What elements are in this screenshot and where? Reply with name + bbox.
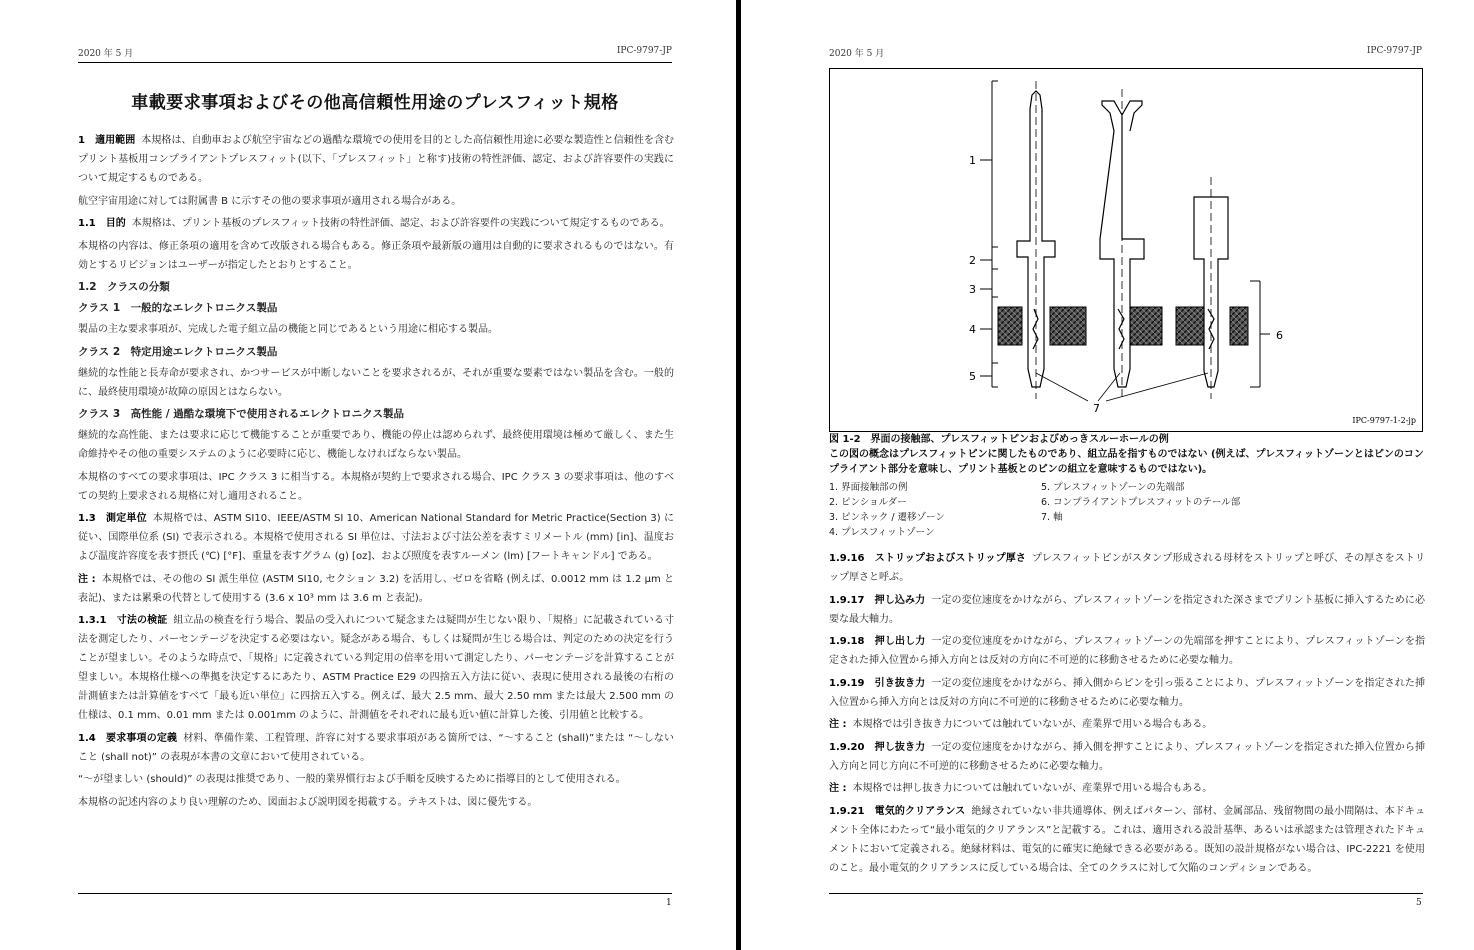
paragraph	[829, 779, 1425, 798]
callout-2: 2	[969, 254, 976, 267]
document-page-right	[741, 0, 1474, 950]
callout-1: 1	[969, 154, 976, 167]
paragraph-text: 一定の変位速度をかけながら、プレスフィットゾーンを指定された深さまでプリント基板に挿入するために必要な最大軸力。	[829, 594, 1425, 625]
paragraph-text: 航空宇宙用途に対しては附属書 B に示すその他の要求事項が適用される場合がある。	[78, 195, 462, 207]
paragraph	[78, 426, 674, 464]
legend-item: 4. プレスフィットゾーン	[829, 527, 935, 538]
document-title: 車載要求事項およびその他高信頼性用途のプレスフィット規格	[131, 93, 619, 113]
legend-column-right	[1041, 480, 1240, 525]
paragraph-text: 本規格の内容は、修正条項の適用を含めて改版される場合もある。修正条項や最新版の適用は自動的に要求されるものではない。有効とするリビジョンはユーザーが指定したとおりとすること。	[78, 240, 674, 271]
legend-item: 3. ピンネック / 遷移ゾーン	[829, 512, 945, 523]
page-number: 1	[666, 898, 672, 908]
callout-3: 3	[969, 283, 976, 296]
paragraph	[829, 632, 1425, 670]
figure-id: IPC-9797-1-2-jp	[1352, 416, 1416, 425]
paragraph	[829, 738, 1425, 776]
paragraph-text: プレスフィットピンがスタンプ形成される母材をストリップと呼び、その厚さをストリップ厚さと呼ぶ。	[829, 553, 1425, 583]
paragraph-text: 継続的な高性能、または要求に応じて機能することが重要であり、機能の停止は認められず、最終使用環境は極めて厳しく、また生命維持やその他の重要システムのように必要時に応じ、機能しなければならない製品。	[78, 430, 674, 460]
paragraph	[829, 802, 1425, 878]
paragraph	[78, 192, 674, 211]
header-rule	[78, 62, 672, 63]
paragraph	[78, 214, 674, 233]
clause-heading: 1.3 測定単位	[78, 513, 147, 524]
paragraph	[829, 674, 1425, 712]
paragraph	[78, 770, 674, 789]
header-document-code: IPC-9797-JP	[616, 46, 672, 56]
paragraph	[78, 468, 674, 506]
paragraph-text: 本規格の記述内容のより良い理解のため、図面および説明図を掲載する。テキストは、図に優先する。	[78, 796, 538, 808]
paragraph	[78, 611, 674, 725]
paragraph	[78, 320, 674, 339]
clause-heading: 注 :	[829, 783, 847, 794]
clause-heading: 注 :	[78, 573, 96, 585]
section-heading	[78, 405, 674, 424]
header-date: 2020 年 5 月	[78, 49, 134, 59]
paragraph-text: 材料、準備作業、工程管理、許容に対する要求事項がある箇所では、“～すること (shall)”または “～しないこと (shall not)” の表現が本書の文章において使用されている。	[78, 732, 674, 763]
section-heading	[78, 278, 674, 297]
paragraph	[78, 570, 674, 608]
paragraph-text: クラス 2 特定用途エレクトロニクス製品	[78, 345, 278, 358]
clause-heading: 1 適用範囲	[78, 135, 136, 146]
paragraph	[78, 131, 674, 188]
figure-caption-note: この図の概念はプレスフィットピンに関したものであり、組立品を指すものではない (例えば、プレスフィットゾーンとはピンのコンプライアント部分を意味し、プリント基板とのピンの組立を意味するものではない)。	[829, 449, 1424, 475]
paragraph	[829, 715, 1425, 734]
paragraph-text: 一定の変位速度をかけながら、プレスフィットゾーンの先端部を押すことにより、プレスフィットゾーンを指定された挿入位置から挿入方向とは反対の方向に不可逆的に移動させるために必要な軸力。	[829, 636, 1425, 666]
clause-heading: 1.9.16 ストリップおよびストリップ厚さ	[829, 553, 1026, 564]
figure-caption-title: 図 1-2 界面の接触部、プレスフィットピンおよびめっきスルーホールの例	[829, 434, 1169, 445]
left-page-body	[78, 131, 674, 815]
clause-heading: 1.3.1 寸法の検証	[78, 615, 168, 626]
right-page-body	[829, 549, 1425, 881]
paragraph-text: 組立品の検査を行う場合、製品の受入れについて疑念または疑問が生じない限り、「規格」に記載されている寸法を測定したり、パーセンテージを決定する必要はない。疑念がある場合、もしくは疑問が生じる場合は、判定のための決定を行うことが望ましい。そのような時点で、「規格」に定義されている判定用の倍率を用いて測定したり、パーセンテージを計算することが望ましい。本規格仕様への準拠を決定するにあたり、ASTM Practice E29 の四捨五入方法に従い、表現に使用される最後の右桁の計測値または計算値をすべて「最も近い単位」に四捨五入する。例えば、最大 2.5 mm、最大 2.50 mm または最大 2.500 mm の仕様は、0.1 mm、0.01 mm または 0.001mm のように、計測値をそれぞれに最も近い値に計算した後、引用値と比較する。	[78, 615, 674, 721]
callout-7: 7	[1093, 402, 1100, 415]
figure-caption	[829, 432, 1425, 477]
callout-4: 4	[969, 323, 976, 336]
callout-5: 5	[969, 370, 976, 383]
paragraph	[829, 549, 1425, 587]
paragraph	[829, 591, 1425, 629]
paragraph-text: 継続的な性能と長寿命が要求され、かつサービスが中断しないことを要求されるが、それが重要な要素ではない製品を含む。一般的に、最終使用環境が故障の原因とはならない。	[78, 367, 674, 398]
paragraph-text: クラス 3 高性能 / 過酷な環境下で使用されるエレクトロニクス製品	[78, 408, 404, 420]
paragraph-text: “～が望ましい (should)” の表現は推奨であり、一般的業界慣行および手順を反映するために指導目的として使用される。	[78, 774, 626, 785]
clause-heading: 注 :	[829, 719, 847, 730]
page-number: 5	[1416, 898, 1422, 908]
paragraph	[78, 509, 674, 566]
header-date: 2020 年 5 月	[829, 49, 885, 59]
paragraph	[78, 729, 674, 767]
paragraph-text: 本規格では押し抜き力については触れていないが、産業界で用いる場合もある。	[852, 783, 1213, 794]
clause-heading: 1.9.19 引き抜き力	[829, 677, 926, 689]
paragraph	[78, 364, 674, 402]
clause-heading: 1.1 目的	[78, 218, 126, 229]
paragraph-text: 一定の変位速度をかけながら、挿入側からピンを引っ張ることにより、プレスフィットゾーンを指定された挿入位置から挿入方向とは反対の方向に不可逆的に移動させるために必要な軸力。	[829, 677, 1425, 708]
legend-item: 2. ピンショルダー	[829, 497, 907, 508]
paragraph-text: 製品の主な要求事項が、完成した電子組立品の機能と同じであるという用途に相応する製品。	[78, 324, 498, 335]
footer-rule	[78, 893, 672, 894]
callout-6: 6	[1276, 329, 1283, 342]
paragraph-text: クラス 1 一般的なエレクトロニクス製品	[78, 302, 278, 314]
footer-rule	[829, 893, 1423, 894]
header-document-code: IPC-9797-JP	[1366, 46, 1422, 56]
dimension-bracket-right	[1250, 281, 1270, 387]
paragraph-text: 本規格のすべての要求事項は、IPC クラス 3 に相当する。本規格が契約上で要求される場合、IPC クラス 3 の要求事項は、他のすべての契約上要求される規格に対し適用されること。	[78, 471, 674, 502]
clause-heading: 1.9.18 押し出し力	[829, 636, 926, 647]
legend-item: 7. 軸	[1041, 512, 1063, 523]
paragraph-text: 絶縁されていない非共通導体、例えばパターン、部材、金属部品、残留物間の最小間隔は、本ドキュメント全体にわたって“最小電気的クリアランス”と記載する。これは、適用される設計基準、あるいは承認または管理されたドキュメントにおいて定義される。絶縁材料は、電気的に確実に絶縁できる必要がある。既知の設計規格がない場合は、IPC-2221 を使用のこと。最小電気的クリアランスに反している場合は、全てのクラスに対して欠陥のコンディションである。	[829, 805, 1425, 874]
section-heading	[78, 343, 674, 362]
legend-item: 1. 界面接触部の例	[829, 482, 908, 493]
clause-heading: 1.9.20 押し抜き力	[829, 741, 926, 753]
paragraph-text: 本規格は、自動車および航空宇宙などの過酷な環境での使用を目的とした高信頼性用途に必要な製造性と信頼性を含むプリント基板用コンプライアントプレスフィット(以下、「プレスフィット」と称す)技術の特性評価、認定、および許容要件の実践について規定するものである。	[78, 135, 674, 184]
clause-heading: 1.4 要求事項の定義	[78, 732, 178, 744]
section-heading	[78, 299, 674, 318]
legend-column-left	[829, 480, 945, 540]
clause-heading: 1.9.17 押し込み力	[829, 594, 926, 606]
document-page-left	[0, 0, 736, 950]
press-fit-figure	[829, 68, 1423, 432]
paragraph-text: 本規格では、ASTM SI10、IEEE/ASTM SI 10、American National Standard for Metric Practice(Section 3) に従い、国際単位系 (SI) で表示される。本規格で使用される SI 単位は、寸法および寸法公差を表すミリメートル (mm) [in]、温度および温度許容度を表す摂氏 (℃) [°F]、重量を表すグラム (g) [oz]、および照度を表すルーメン (lm) [フートキャンドル] である。	[78, 513, 674, 562]
paragraph-text: 本規格では引き抜き力については触れていないが、産業界で用いる場合もある。	[852, 719, 1213, 730]
paragraph	[78, 237, 674, 275]
paragraph	[78, 793, 674, 812]
clause-heading: 1.9.21 電気的クリアランス	[829, 805, 966, 817]
paragraph-text: 1.2 クラスの分類	[78, 281, 170, 293]
paragraph-text: 本規格では、その他の SI 派生単位 (ASTM SI10, セクション 3.2) を活用し、ゼロを省略 (例えば、0.0012 mm は 1.2 µm と表記)、または累乗の代替として使用する (3.6 x 10³ mm は 3.6 m と表記)。	[78, 573, 674, 604]
legend-item: 6. コンプライアントプレスフィットのテール部	[1041, 497, 1241, 508]
paragraph-text: 本規格は、プリント基板のプレスフィット技術の特性評価、認定、および許容要件の実践について規定するものである。	[131, 218, 670, 229]
press-fit-pin-diagram	[830, 69, 1422, 431]
legend-item: 5. プレスフィットゾーンの先端部	[1041, 482, 1185, 493]
paragraph-text: 一定の変位速度をかけながら、挿入側を押すことにより、プレスフィットゾーンを指定された挿入位置から挿入方向と同じ方向に不可逆的に移動させるために必要な軸力。	[829, 741, 1425, 772]
dimension-bracket-left	[980, 81, 998, 387]
